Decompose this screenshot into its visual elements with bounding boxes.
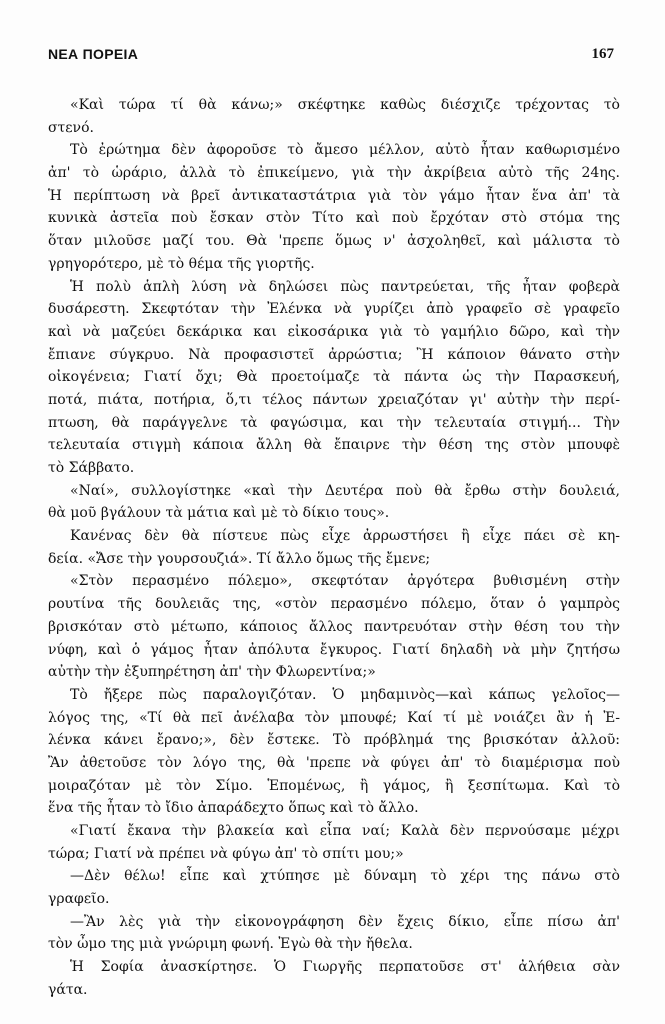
text-line: νύφη, καὶ ὁ γάμος ἦταν ἀπόλυτα ἔγκυρος. Γιατί δηλαδὴ νὰ μὴν ζητήσω <box>48 641 620 658</box>
text-line: γρηγορότερο, μὲ τὸ θέμα τῆς γιορτῆς. <box>48 255 315 272</box>
text-line: τὸν ὦμο της μιὰ γνώριμη φωνή. Ἐγὼ θὰ τὴν ἤθελα. <box>48 936 413 953</box>
text-line: λένκα κάνει ἔρανο;», δὲν ἔστεκε. Τὸ πρόβλημά της βρισκόταν ἀλλοῦ: <box>48 732 620 749</box>
text-line: καὶ νὰ μαζεύει δεκάρικα και εἰκοσάρικα γιὰ τὸ γαμήλιο δῶρο, καὶ τὴν <box>48 323 620 340</box>
text-line: πτωση, θὰ παράγγελνε τὰ φαγώσιμα, και τὴν τελευταία στιγμή... Τὴν <box>48 414 620 431</box>
text-line: —Ἂν λὲς γιὰ τὴν εἰκονογράφηση δὲν ἔχεις δίκιο, εἶπε πίσω ἀπ' <box>70 913 620 930</box>
text-line: τὸ Σάββατο. <box>48 460 135 476</box>
text-line: γραφεῖο. <box>48 891 110 908</box>
text-line: στενό. <box>48 119 94 136</box>
text-line: οἰκογένεια; Γιατί ὄχι; Θὰ προετοίμαζε τὰ πάντα ὡς τὴν Παρασκευή, <box>48 369 620 386</box>
text-line: γάτα. <box>48 981 88 998</box>
text-line: «Ναί», συλλογίστηκε «καὶ τὴν Δευτέρα ποὺ θὰ ἔρθω στὴν δουλειά, <box>70 482 620 499</box>
running-title: ΝΕΑ ΠΟΡΕΙΑ <box>48 46 139 62</box>
text-line: κυνικὰ ἀστεῖα ποὺ ἔσκαν στὸν Τίτο καὶ ποὺ ἔρχόταν στὸ στόμα της <box>48 210 620 227</box>
text-line: Κανένας δὲν θὰ πίστευε πὼς εἶχε ἀρρωστήσει ἢ εἶχε πάει σὲ κη- <box>70 528 620 545</box>
text-line: βρισκόταν στὸ μέτωπο, κάποιος ἄλλος παντρευόταν στὴν θέση του τὴν <box>48 618 620 635</box>
running-head <box>48 46 614 66</box>
text-line: ποτά, πιάτα, ποτήρια, ὅ,τι τέλος πάντων χρειαζόταν γι' αὐτὴν τὴν περί- <box>48 391 620 408</box>
text-line: «Στὸν περασμένο πόλεμο», σκεφτόταν ἀργότερα βυθισμένη στὴν <box>70 573 620 590</box>
text-line: —Δὲν θέλω! εἶπε καὶ χτύπησε μὲ δύναμη τὸ χέρι της πάνω στὸ <box>70 868 620 885</box>
text-line: δεία. «Ἄσε τὴν γουρσουζιά». Τί ἄλλο ὅμως τῆς ἔμενε; <box>48 550 431 567</box>
text-line: αὐτὴν τὴν ἐξυπηρέτηση ἀπ' τὴν Φλωρεντίνα;» <box>48 664 376 681</box>
text-line: ρουτίνα τῆς δουλειᾶς της, «στὸν περασμένο πόλεμο, ὅταν ὁ γαμπρὸς <box>48 596 620 613</box>
page-number: 167 <box>591 46 614 62</box>
body-text <box>48 94 620 1002</box>
text-line: Ἡ περίπτωση νὰ βρεῖ ἀντικαταστάτρια γιὰ τὸν γάμο ἦταν ἕνα ἀπ' τὰ <box>48 187 620 204</box>
text-line: «Καὶ τώρα τί θὰ κάνω;» σκέφτηκε καθὼς διέσχιζε τρέχοντας τὸ <box>70 97 620 113</box>
text-line: θὰ μοῦ βγάλουν τὰ μάτια καὶ μὲ τὸ δίκιο τους». <box>48 505 390 522</box>
text-line: Ἡ πολὺ ἁπλὴ λύση νὰ δηλώσει πὼς παντρεύεται, τῆς ἦταν φοβερὰ <box>70 278 620 295</box>
text-line: ἔπιανε σύγκρυο. Νὰ προφασιστεῖ ἀρρώστια; Ἢ κάποιον θάνατο στὴν <box>48 346 620 363</box>
text-line: ἕνα τῆς ἦταν τὸ ἴδιο ἀπαράδεχτο ὅπως καὶ τὸ ἄλλο. <box>48 800 419 817</box>
text-line: Τὸ ἐρώτημα δὲν ἀφοροῦσε τὸ ἄμεσο μέλλον, αὐτὸ ἦταν καθωρισμένο <box>70 142 620 159</box>
text-line: «Γιατί ἔκανα τὴν βλακεία καὶ εἶπα ναί; Καλὰ δὲν περνούσαμε μέχρι <box>70 823 620 839</box>
text-line: δυσάρεστη. Σκεφτόταν τὴν Ἐλένκα νὰ γυρίζει ἀπὸ γραφεῖο σὲ γραφεῖο <box>48 301 620 318</box>
text-line: μοιραζόταν μὲ τὸν Σίμο. Ἑπομένως, ἢ γάμος, ἢ ξεσπίτωμα. Καὶ τὸ <box>48 777 620 794</box>
text-line: τώρα; Γιατί νὰ πρέπει νὰ φύγω ἀπ' τὸ σπίτι μου;» <box>48 845 404 862</box>
text-line: Ἂν ἀθετοῦσε τὸν λόγο της, θὰ 'πρεπε νὰ φύγει ἀπ' τὸ διαμέρισμα ποὺ <box>48 754 620 771</box>
text-line: λόγος της, «Τί θὰ πεῖ ἀνέλαβα τὸν μπουφέ; Καί τί μὲ νοιάζει ἂν ἡ Ἐ- <box>48 709 620 726</box>
text-line: Ἡ Σοφία ἀνασκίρτησε. Ὁ Γιωργῆς περπατοῦσε στ' ἀλήθεια σὰν <box>70 959 620 976</box>
text-line: ὅταν μιλοῦσε μαζί του. Θὰ 'πρεπε ὅμως ν' ἀσχοληθεῖ, καὶ μάλιστα τὸ <box>48 233 620 250</box>
text-line: τελευταία στιγμὴ κάποια ἄλλη θὰ ἔπαιρνε τὴν θέση της στὸν μπουφὲ <box>48 437 620 454</box>
text-line: ἀπ' τὸ ὡράριο, ἀλλὰ τὸ ἐπικείμενο, γιὰ τὴν ἀκρίβεια αὐτὸ τῆς 24ης. <box>48 165 620 182</box>
text-line: Τὸ ἤξερε πὼς παραλογιζόταν. Ὁ μηδαμινὸς—καὶ κάπως γελοῖος— <box>70 686 620 703</box>
